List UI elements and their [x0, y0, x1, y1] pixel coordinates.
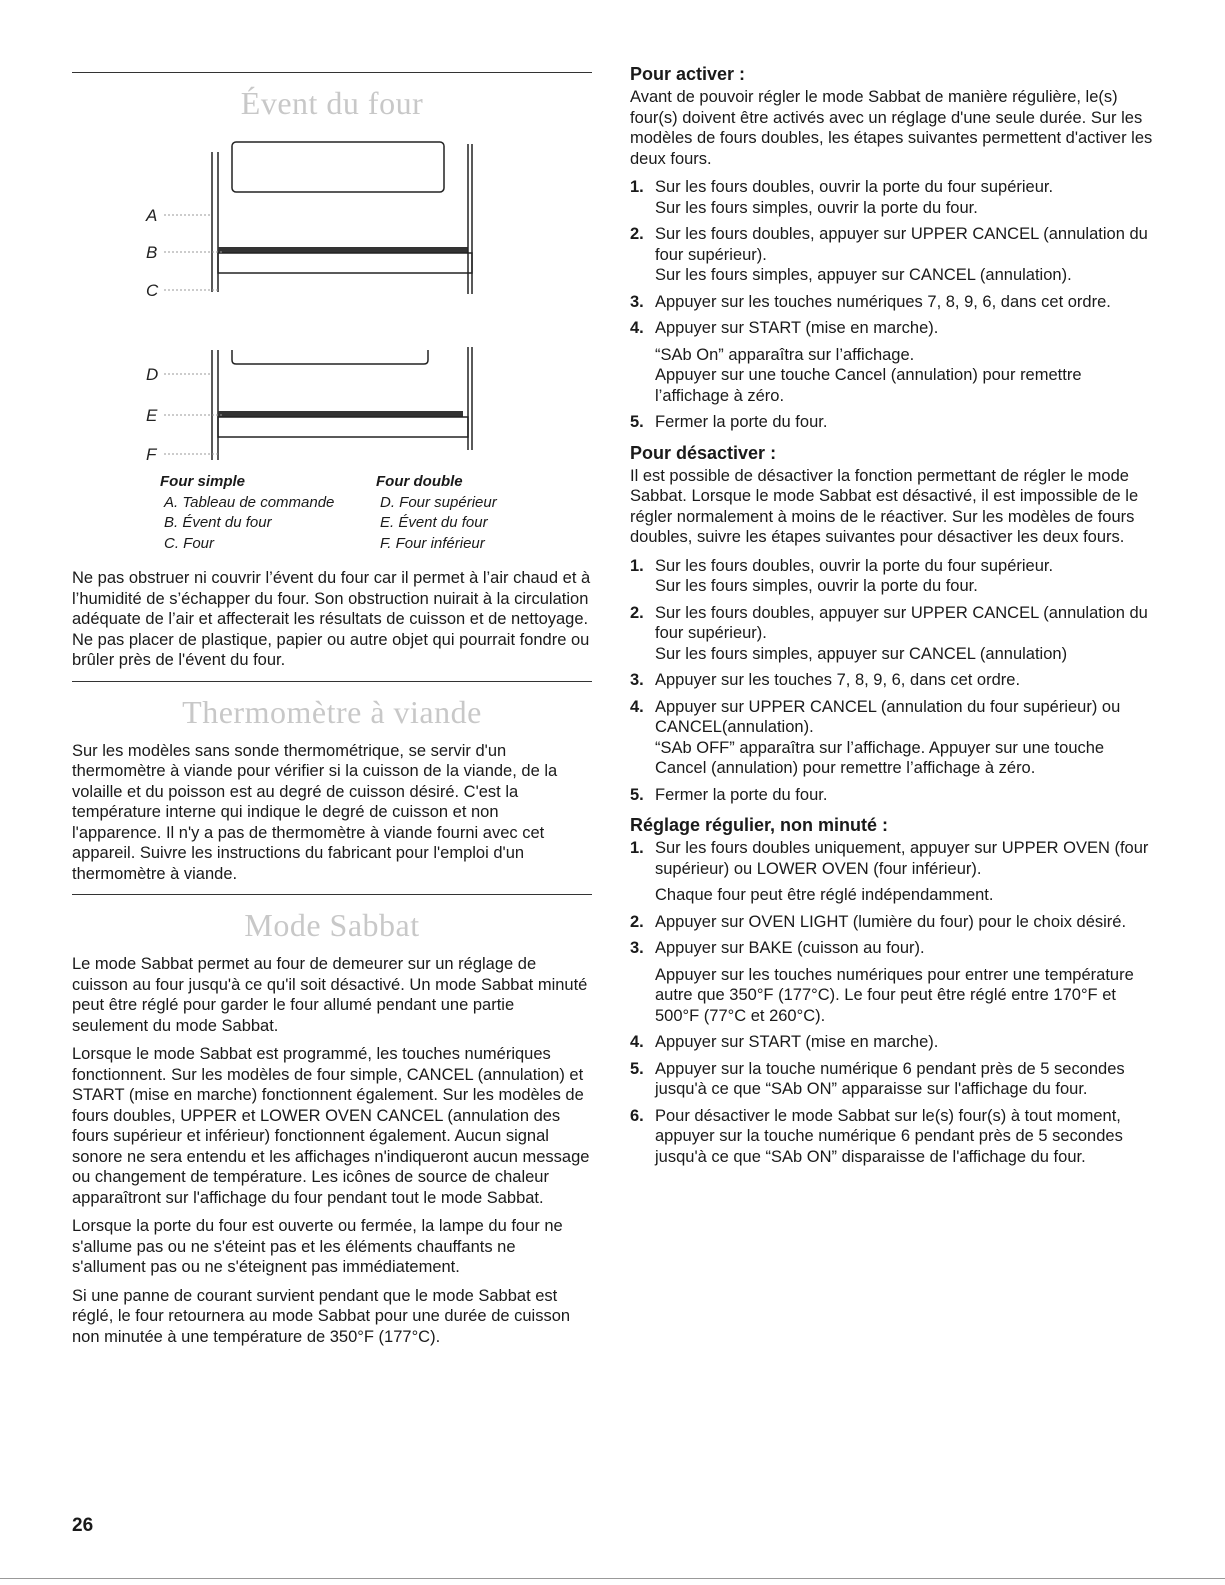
- activer-intro: Avant de pouvoir régler le mode Sabbat de manière régulière, le(s) four(s) doivent être activés avec un réglage d'une seule durée. Sur les modèles de fours doubles, les étapes suivantes permettent d'activer les deux fours.: [630, 88, 1153, 168]
- step-text: Sur les fours doubles, ouvrir la porte du four supérieur.: [655, 178, 1054, 196]
- reglage-steps: [630, 838, 1155, 1167]
- step-text: Appuyer sur les touches numériques pour entrer une température autre que 350°F (177°C). Le four peut être réglé entre 170°F et 500°F (77°C et 260°C).: [655, 965, 1134, 1025]
- diagram-label-f: F: [146, 445, 157, 462]
- left-column: [72, 72, 592, 1355]
- list-item: [630, 318, 1155, 406]
- desactiver-intro: Il est possible de désactiver la fonction permettant de régler le mode Sabbat. Lorsque le mode Sabbat est désactivé, il est impossible de le régler normalement à moins de le réactiver. Sur les modèles de fours doubles, suivre les étapes suivantes pour désactiver les deux fours.: [630, 466, 1139, 546]
- diagram-label-c: C: [146, 281, 159, 300]
- step-number: 2.: [630, 225, 644, 243]
- step-text: Sur les fours doubles, ouvrir la porte du four supérieur.: [655, 556, 1054, 575]
- step-text: Sur les fours simples, ouvrir la porte du four.: [655, 198, 978, 217]
- step-text: Sur les fours simples, appuyer sur CANCEL (annulation).: [655, 266, 1072, 284]
- desactiver-steps: [630, 556, 1155, 806]
- list-item: [630, 412, 1155, 433]
- sabbat-p4: Si une panne de courant survient pendant que le mode Sabbat est réglé, le four retournera au mode Sabbat pour une durée de cuisson non minutée à une température de 350°F (177°C).: [72, 1286, 571, 1346]
- step-text: Fermer la porte du four.: [655, 785, 828, 804]
- desactiver-heading: Pour désactiver :: [630, 442, 777, 463]
- step-text: “SAb OFF” apparaîtra sur l’affichage. Appuyer sur une touche Cancel (annulation) pour remettre l’affichage à zéro.: [655, 738, 1105, 777]
- list-item: [630, 556, 1155, 597]
- list-item: [630, 838, 1155, 906]
- caption-item: B. Évent du four: [164, 514, 272, 531]
- step-text: Sur les fours doubles, appuyer sur UPPER CANCEL (annulation du four supérieur).: [655, 225, 1148, 264]
- step-text: “SAb On” apparaîtra sur l’affichage.: [655, 345, 915, 364]
- caption-item: A. Tableau de commande: [164, 493, 335, 511]
- step-text: Appuyer sur une touche Cancel (annulation) pour remettre l’affichage à zéro.: [655, 366, 1082, 405]
- step-number: 3.: [630, 671, 644, 689]
- step-number: 1.: [630, 556, 644, 575]
- list-item: [630, 1032, 1155, 1053]
- list-item: [630, 292, 1155, 313]
- caption-item: E. Évent du four: [380, 514, 488, 531]
- caption-single-head: Four simple: [160, 473, 246, 490]
- sabbat-p2: Lorsque le mode Sabbat est programmé, les touches numériques fonctionnent. Sur les modèles de four simple, CANCEL (annulation) et START (mise en marche) fonctionnent également. Sur les modèles de fours doubles, UPPER et LOWER OVEN CANCEL (annulation des fours supérieur et inférieur) fonctionnent également. Aucun signal sonore ne sera entendu et les affichages n'indiqueront aucun message ou changement de température. Les icônes de source de chaleur apparaîtront sur l'affichage du four pendant tout le mode Sabbat.: [72, 1045, 590, 1207]
- section-rule: [72, 681, 592, 682]
- reglage-heading: Réglage régulier, non minuté :: [630, 815, 889, 835]
- step-text: Appuyer sur START (mise en marche).: [655, 319, 939, 337]
- step-text: Appuyer sur UPPER CANCEL (annulation du four supérieur) ou CANCEL(annulation).: [655, 697, 1121, 736]
- step-text: Fermer la porte du four.: [655, 413, 828, 431]
- step-text: Sur les fours doubles, appuyer sur UPPER CANCEL (annulation du four supérieur).: [655, 603, 1148, 642]
- step-number: 3.: [630, 939, 644, 957]
- step-text: Appuyer sur les touches numériques 7, 8, 9, 6, dans cet ordre.: [655, 292, 1111, 311]
- vent-body: Ne pas obstruer ni couvrir l’évent du four car il permet à l’air chaud et à l’humidité de s’échapper du four. Son obstruction nuirait à la circulation adéquate de l’air et affecterait les résultats de cuisson et de nettoyage. Ne pas placer de plastique, papier ou autre objet qui pourrait fondre ou brûler près de l'évent du four.: [72, 569, 591, 669]
- caption-item: D. Four supérieur: [380, 493, 497, 511]
- step-number: 4.: [630, 319, 644, 337]
- step-text: Appuyer sur OVEN LIGHT (lumière du four) pour le choix désiré.: [655, 912, 1127, 931]
- step-text: Appuyer sur BAKE (cuisson au four).: [655, 939, 925, 957]
- list-item: [630, 177, 1155, 218]
- list-item: [630, 224, 1155, 286]
- page-bottom-rule: [0, 1578, 1225, 1579]
- step-text: Pour désactiver le mode Sabbat sur le(s) four(s) à tout moment, appuyer sur la touche numérique 6 pendant près de 5 secondes jusqu'à ce que “SAb ON” disparaisse de l'affichage du four.: [655, 1106, 1123, 1166]
- activer-heading: Pour activer :: [630, 64, 746, 84]
- step-number: 4.: [630, 697, 644, 716]
- step-text: Chaque four peut être réglé indépendamment.: [655, 886, 994, 904]
- list-item: [630, 785, 1155, 806]
- sabbat-title: Mode Sabbat: [244, 907, 420, 943]
- oven-vent-illustration: [132, 132, 552, 462]
- step-number: 3.: [630, 292, 644, 311]
- step-number: 2.: [630, 912, 644, 931]
- caption-double-head: Four double: [376, 473, 463, 490]
- step-text: Appuyer sur la touche numérique 6 pendant près de 5 secondes jusqu'à ce que “SAb ON” apparaisse sur l'affichage du four.: [655, 1059, 1125, 1098]
- diagram-label-e: E: [146, 406, 158, 425]
- step-number: 5.: [630, 1059, 644, 1078]
- caption-single: [160, 472, 376, 554]
- step-number: 1.: [630, 178, 644, 196]
- step-text: Appuyer sur les touches 7, 8, 9, 6, dans cet ordre.: [655, 671, 1021, 689]
- step-text: Sur les fours simples, ouvrir la porte du four.: [655, 577, 978, 595]
- section-rule: [72, 894, 592, 895]
- sabbat-p1: Le mode Sabbat permet au four de demeurer sur un réglage de cuisson au four jusqu'à ce qu'il soit désactivé. Un mode Sabbat minuté peut être réglé pour garder le four allumé pendant une partie seulement du mode Sabbat.: [72, 955, 588, 1035]
- diagram-label-a: A: [146, 206, 158, 225]
- step-number: 4.: [630, 1033, 644, 1051]
- diagram-captions: [160, 472, 592, 554]
- step-number: 2.: [630, 603, 644, 622]
- list-item: [630, 938, 1155, 1026]
- right-column: [630, 64, 1155, 1177]
- list-item: [630, 603, 1155, 665]
- step-text: Sur les fours doubles uniquement, appuyer sur UPPER OVEN (four supérieur) ou LOWER OVEN (four inférieur).: [655, 839, 1149, 878]
- activer-steps: [630, 177, 1155, 433]
- caption-double: [376, 472, 592, 554]
- sabbat-p3: Lorsque la porte du four est ouverte ou fermée, la lampe du four ne s'allume pas ou ne s'éteint pas et les éléments chauffants ne s'allument pas ou ne s'éteignent pas immédiatement.: [72, 1217, 563, 1276]
- oven-vent-diagram: [132, 132, 592, 472]
- list-item: [630, 1106, 1155, 1168]
- step-number: 5.: [630, 785, 644, 804]
- thermo-title: Thermomètre à viande: [182, 693, 482, 730]
- list-item: [630, 1059, 1155, 1100]
- list-item: [630, 697, 1155, 779]
- step-number: 5.: [630, 413, 644, 431]
- step-text: Sur les fours simples, appuyer sur CANCEL (annulation): [655, 644, 1068, 663]
- diagram-label-b: B: [146, 243, 158, 262]
- list-item: [630, 912, 1155, 933]
- step-number: 1.: [630, 839, 644, 857]
- page-number: 26: [72, 1515, 94, 1536]
- caption-item: F. Four inférieur: [380, 534, 485, 552]
- diagram-label-d: D: [146, 365, 159, 384]
- step-number: 6.: [630, 1106, 644, 1125]
- list-item: [630, 670, 1155, 691]
- section-rule: [72, 72, 592, 73]
- vent-title: Évent du four: [240, 85, 424, 121]
- step-text: Appuyer sur START (mise en marche).: [655, 1033, 939, 1051]
- caption-item: C. Four: [164, 534, 215, 552]
- thermo-body: Sur les modèles sans sonde thermométrique, se servir d'un thermomètre à viande pour vérifier si la cuisson de la viande, de la volaille et du poisson est au degré de cuisson désiré. C'est la température interne qui indique le degré de cuisson et non l'apparence. Il n'y a pas de thermomètre à viande fourni avec cet appareil. Suivre les instructions du fabricant pour l'emploi d'un thermomètre à viande.: [72, 741, 558, 883]
